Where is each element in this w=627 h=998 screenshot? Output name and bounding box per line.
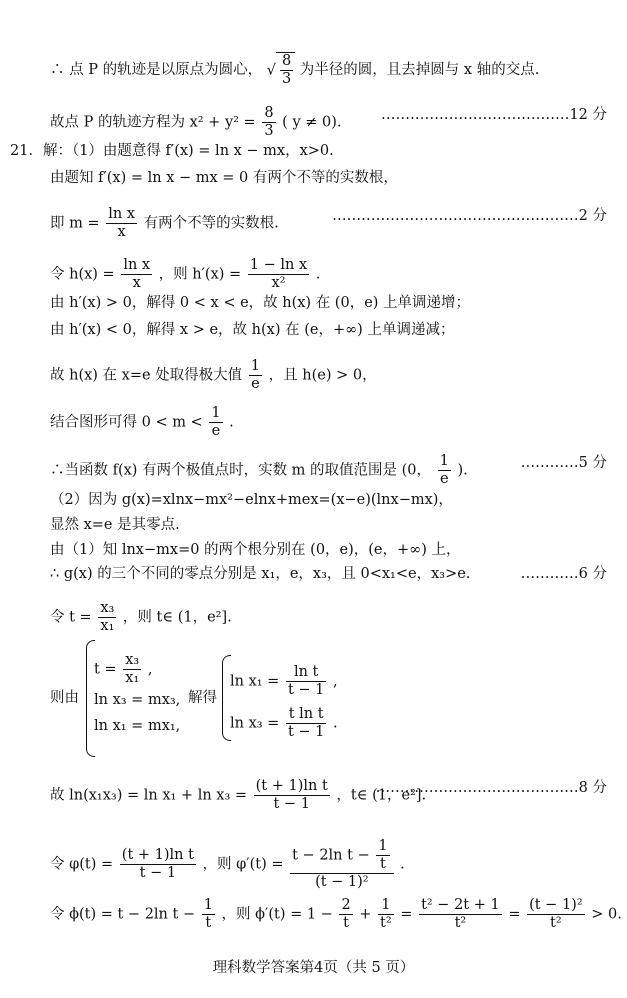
answer-line: 则由 <box>50 690 79 706</box>
solution-eq-1: ln x₁ = $\frac{\text{ln t}}{t - 1}$ , <box>230 664 338 698</box>
fraction: $\frac{1}{t}$ <box>203 897 213 931</box>
fraction: $\frac{\text{(t + 1)ln t}}{t - 1}$ <box>255 778 328 812</box>
answer-line: 由 h′(x) > 0，解得 0 < x < e，故 h(x) 在 (0，e) 上单调递增； <box>50 295 471 311</box>
text: 为半径的圆，且去掉圆与 x 轴的交点. <box>299 62 540 78</box>
answer-line: （2）因为 g(x)=xlnx−mx²−elnx+mex=(x−e)(lnx−mx)， <box>50 492 453 508</box>
system-eq-2: ln x₃ = mx₃, <box>94 692 181 708</box>
fraction: $\frac{1}{e}$ <box>439 453 449 487</box>
answer-line: 令 φ(t) = $\frac{\text{(t + 1)ln t}}{t - 1}$ ，则 φ′(t) = t − 2ln t − $\frac{1}{t}$ (t − 1)² . <box>50 838 405 890</box>
answer-line: 由（1）知 lnx−mx=0 的两个根分别在 (0，e)，(e，+∞) 上， <box>50 542 461 558</box>
system-eq-3: ln x₁ = mx₁, <box>94 718 181 734</box>
answer-line: 由 h′(x) < 0，解得 x > e，故 h(x) 在 (e，+∞) 上单调递减； <box>50 322 455 338</box>
fraction: $\frac{\text{x₃}}{\text{x₁}}$ <box>100 600 115 634</box>
locus-statement <box>50 52 539 88</box>
answer-line: 故 h(x) 在 x=e 处取得极大值 $\frac{1}{e}$ ，且 h(e) > 0， <box>50 358 377 392</box>
score-8: ……………………………………8 分 <box>375 780 607 796</box>
text: ( y ≠ 0). <box>282 114 342 131</box>
fraction: $\frac{\text{(t + 1)ln t}}{t - 1}$ <box>121 847 194 881</box>
fraction: $\frac{1}{\text{t²}}$ <box>380 897 392 931</box>
answer-line: ∴ g(x) 的三个不同的零点分别是 x₁，e，x₃，且 0<x₁<e，x₃>e. <box>50 566 471 582</box>
answer-line: 令 ϕ(t) = t − 2ln t − $\frac{1}{t}$ ，则 ϕ′(t) = 1 − $\frac{2}{t}$ + $\frac{1}{\text{t²}}$ = $\frac{\text{t² − 2t + 1}}{\text{t²}}$ = $\frac{\text{(t − 1)²}}{\text{t²}}$ > 0. <box>50 897 622 931</box>
fraction: $\frac{\text{1 − ln x}}{\text{x²}}$ <box>249 257 308 291</box>
system-eq-1: t = $\frac{\text{x₃}}{\text{x₁}}$ , <box>94 652 153 686</box>
page-footer: 理科数学答案第4页（共 5 页） <box>212 960 415 976</box>
answer-line: ∴当函数 f(x) 有两个极值点时，实数 m 的取值范围是 (0， $\frac{1}{e}$ ). <box>50 453 468 487</box>
score-6: …………6 分 <box>520 566 607 582</box>
answer-line: 解得 <box>188 690 217 706</box>
fraction: $\frac{\text{(t − 1)²}}{\text{t²}}$ <box>529 897 583 931</box>
score-12: …………………………………12 分 <box>380 107 607 123</box>
fraction: $\frac{\text{ln t}}{t - 1}$ <box>287 664 325 698</box>
fraction: $\frac{\text{ln x}}{x}$ <box>123 257 151 291</box>
fraction: $\frac{\text{t ln t}}{t - 1}$ <box>287 706 325 740</box>
answer-line: 即 m = $\frac{\text{ln x}}{x}$ 有两个不等的实数根. <box>50 206 279 240</box>
fraction: $\frac{\text{t² − 2t + 1}}{\text{t²}}$ <box>421 897 500 931</box>
text: ∴ 点 P 的轨迹是以原点为圆心， <box>50 62 263 78</box>
answer-line: 令 h(x) = $\frac{\text{ln x}}{x}$ ，则 h′(x) = $\frac{\text{1 − ln x}}{\text{x²}}$ . <box>50 257 321 291</box>
locus-equation <box>50 105 342 140</box>
score-2: ……………………………………………2 分 <box>332 208 607 224</box>
fraction: $\frac{2}{t}$ <box>341 897 351 931</box>
score-5: …………5 分 <box>520 455 607 471</box>
answer-line: 结合图形可得 0 < m < $\frac{1}{e}$ . <box>50 405 234 439</box>
fraction: $\frac{\text{x₃}}{\text{x₁}}$ <box>125 652 140 686</box>
answer-line: 故 ln(x₁x₃) = ln x₁ + ln x₃ = $\frac{\text{(t + 1)ln t}}{t - 1}$ ，t∈ (1，e²]. <box>50 778 427 812</box>
answer-line: 显然 x=e 是其零点. <box>50 517 180 533</box>
answer-line: 令 t = $\frac{\text{x₃}}{\text{x₁}}$ ，则 t∈ (1，e²]. <box>50 600 232 634</box>
sqrt-radius: √ $\frac{8}{3}$ <box>267 52 295 88</box>
fraction: $\frac{1}{e}$ <box>211 405 221 439</box>
solution-eq-2: ln x₃ = $\frac{\text{t ln t}}{t - 1}$ . <box>230 706 338 740</box>
question-21-heading: 21．解：（1）由题意得 f′(x) = ln x − mx，x>0. <box>10 143 334 159</box>
text: 故点 P 的轨迹方程为 x² + y² = <box>50 114 256 131</box>
answer-line: 由题知 f′(x) = ln x − mx = 0 有两个不等的实数根， <box>50 170 398 186</box>
fraction: $\frac{\text{ln x}}{x}$ <box>108 206 135 240</box>
fraction: $\frac{8}{3}$ <box>264 105 274 139</box>
fraction: t − 2ln t − $\frac{1}{t}$ (t − 1)² <box>290 838 393 891</box>
fraction: $\frac{1}{e}$ <box>250 358 261 392</box>
